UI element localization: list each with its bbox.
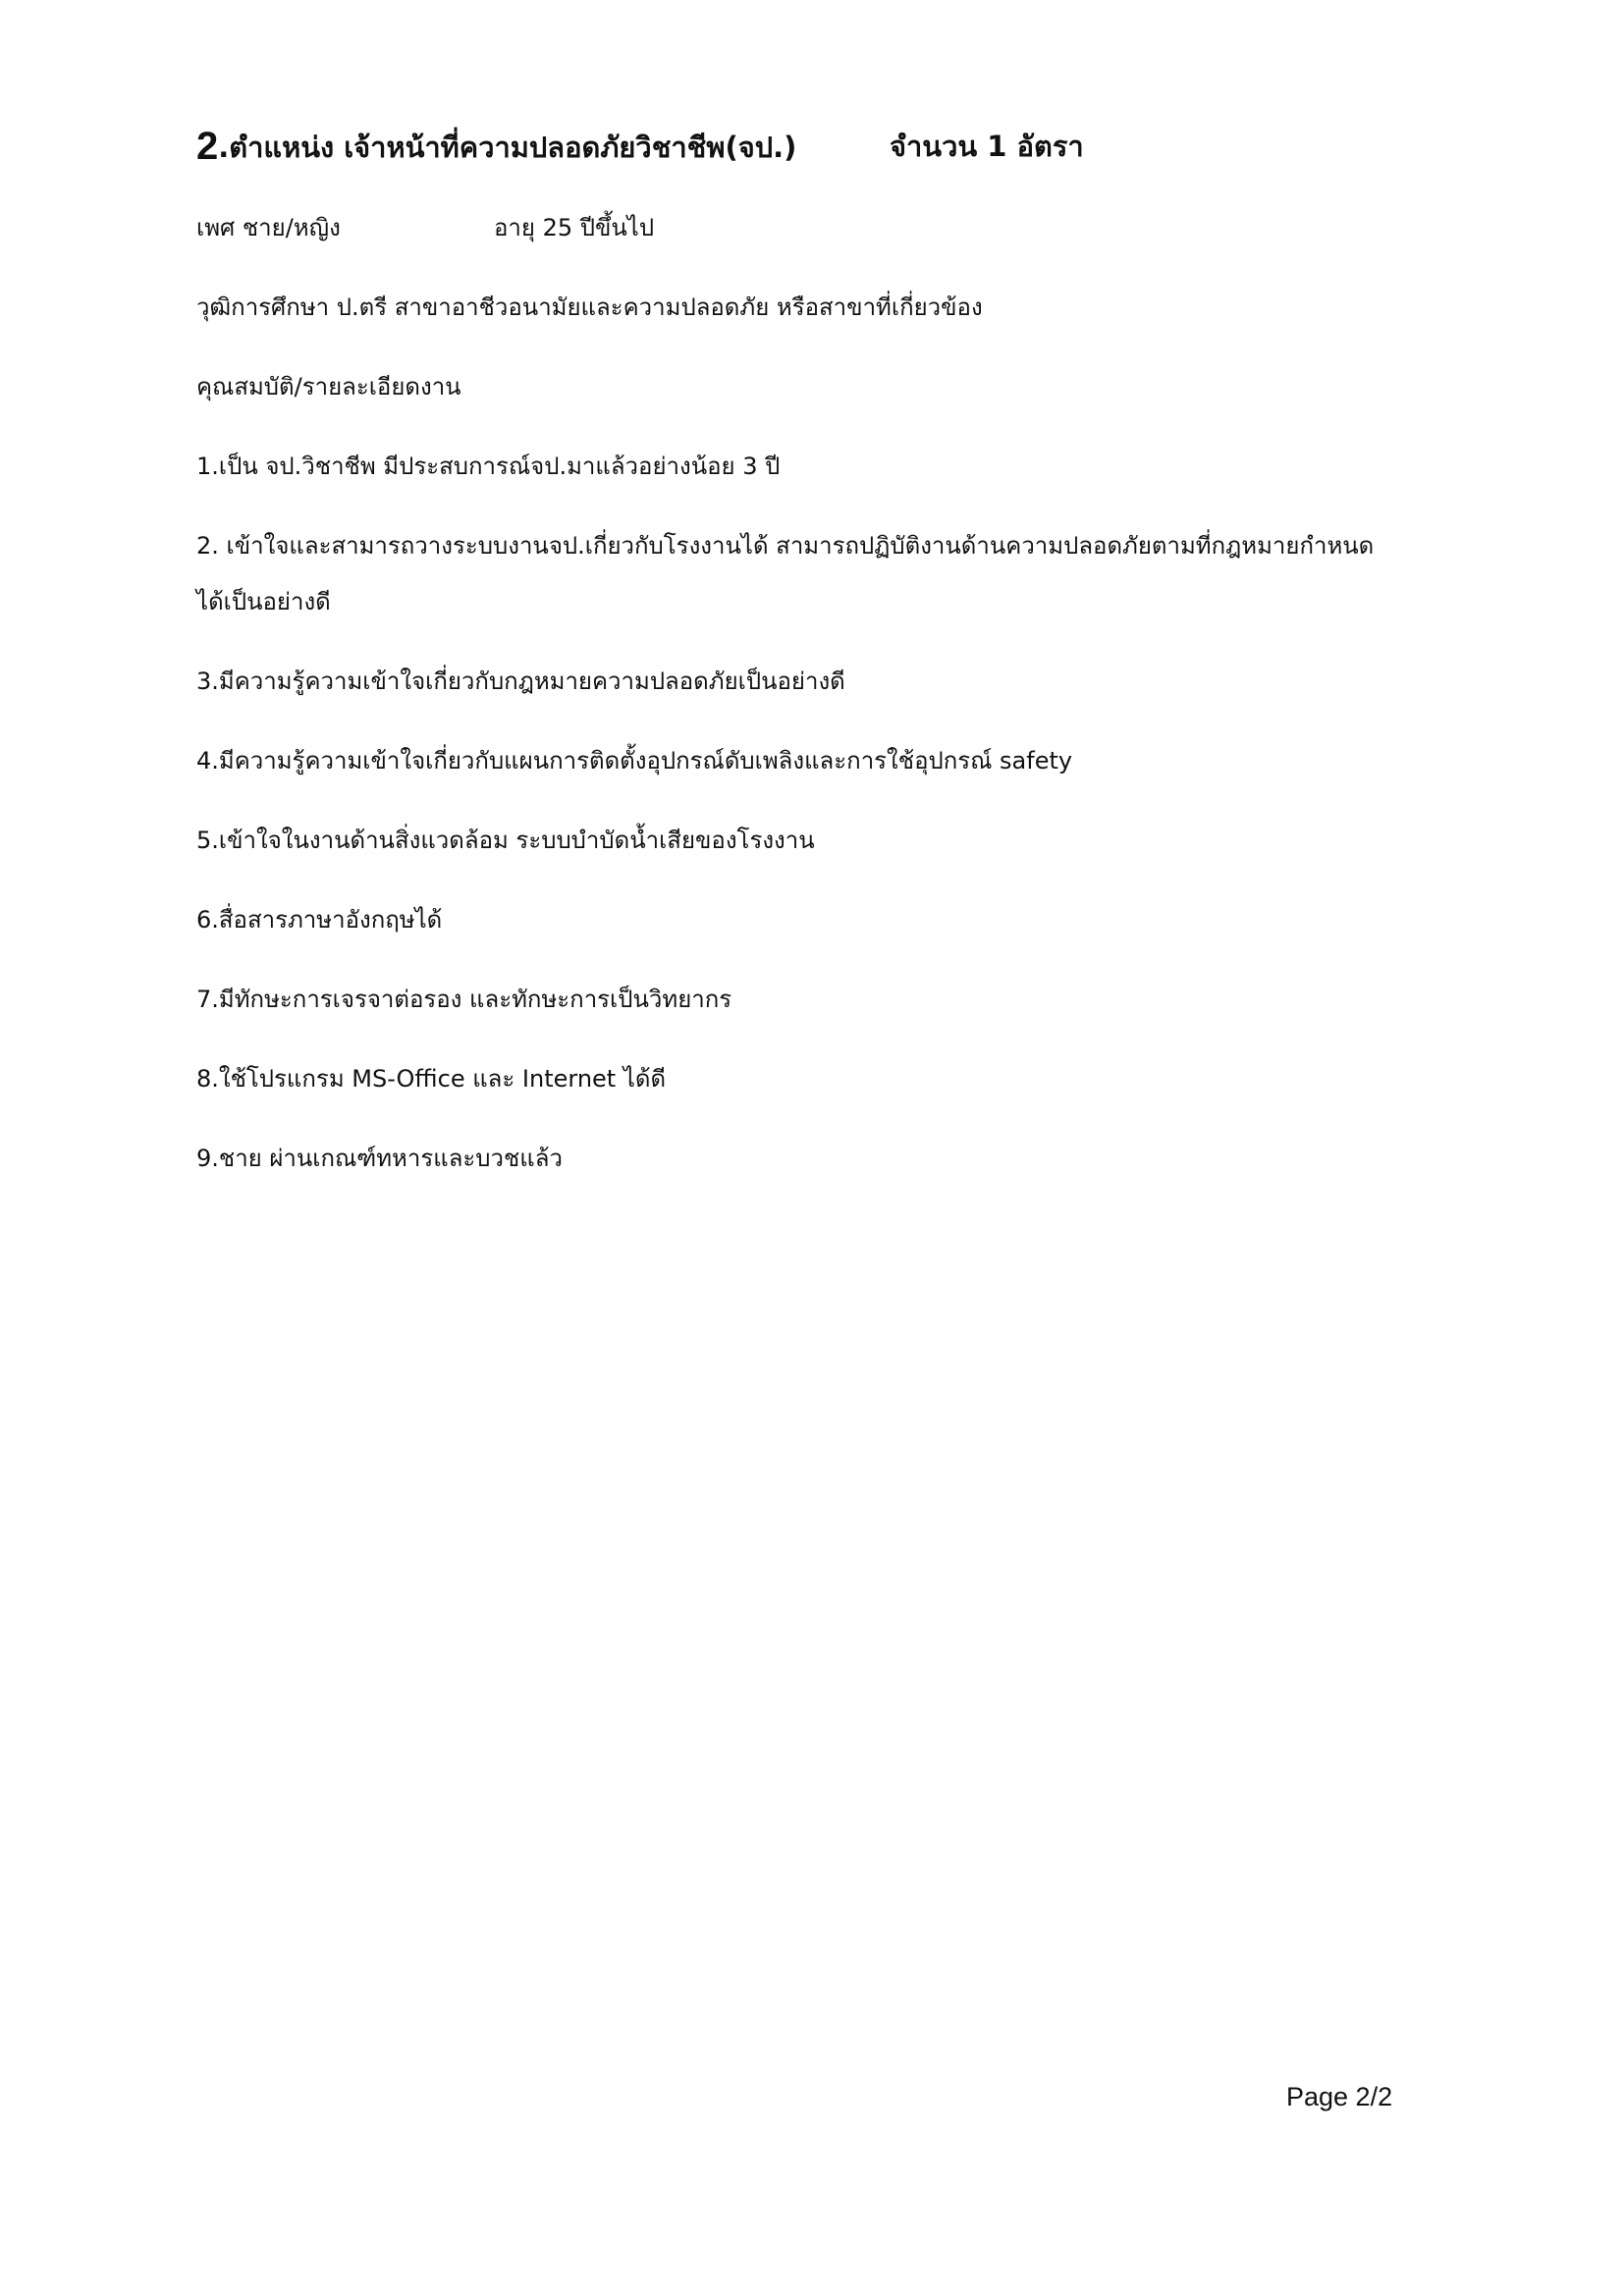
- qualification-item-9: 9.ชาย ผ่านเกณฑ์ทหารและบวชแล้ว: [196, 1145, 563, 1172]
- qualification-item-8: 8.ใช้โปรแกรม MS-Office และ Internet ได้ดี: [196, 1065, 667, 1093]
- qualification-item-5: 5.เข้าใจในงานด้านสิ่งแวดล้อม ระบบบำบัดน้ำเสียของโรงงาน: [196, 827, 815, 854]
- qualification-item-2-continued: ได้เป็นอย่างดี: [196, 588, 331, 615]
- gender-age-line: [196, 208, 655, 247]
- qualification-item-2: 2. เข้าใจและสามารถวางระบบงานจป.เกี่ยวกับโรงงานได้ สามารถปฏิบัติงานด้านความปลอดภัยตามที่กฎหมายกำหนด: [196, 532, 1375, 560]
- qualifications-label: คุณสมบัติ/รายละเอียดงาน: [196, 373, 461, 400]
- qualification-item-7: 7.มีทักษะการเจรจาต่อรอง และทักษะการเป็นวิทยากร: [196, 986, 732, 1013]
- qualification-item-3: 3.มีความรู้ความเข้าใจเกี่ยวกับกฎหมายความปลอดภัยเป็นอย่างดี: [196, 667, 845, 695]
- position-number: 2: [196, 125, 219, 168]
- position-title: .ตำแหน่ง เจ้าหน้าที่ความปลอดภัยวิชาชีพ(จป.): [218, 131, 797, 164]
- position-quantity: จำนวน 1 อัตรา: [890, 130, 1084, 163]
- qualification-item-6: 6.สื่อสารภาษาอังกฤษได้: [196, 906, 443, 934]
- page-number: Page 2/2: [1286, 2082, 1393, 2111]
- education-text: วุฒิการศึกษา ป.ตรี สาขาอาชีวอนามัยและความปลอดภัย หรือสาขาที่เกี่ยวข้อง: [196, 294, 983, 321]
- qualification-item-4: 4.มีความรู้ความเข้าใจเกี่ยวกับแผนการติดตั้งอุปกรณ์ดับเพลิงและการใช้อุปกรณ์ safety: [196, 747, 1073, 774]
- age-text: อายุ 25 ปีขึ้นไป: [494, 214, 655, 241]
- position-heading: [196, 122, 1473, 171]
- qualification-item-1: 1.เป็น จป.วิชาชีพ มีประสบการณ์จป.มาแล้วอย่างน้อย 3 ปี: [196, 453, 781, 480]
- gender-text: เพศ ชาย/หญิง: [196, 214, 341, 241]
